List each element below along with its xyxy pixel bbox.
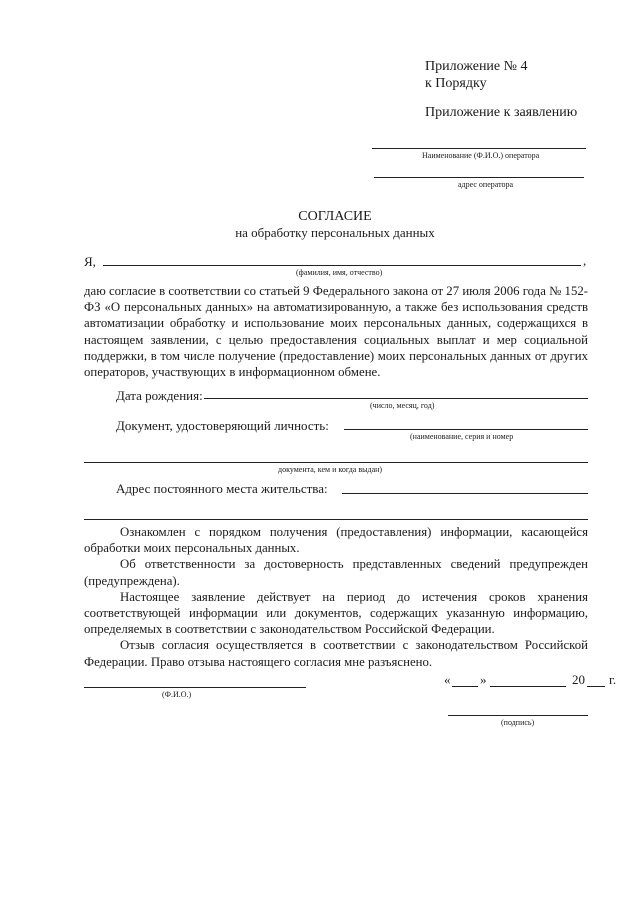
operator-name-caption: Наименование (Ф.И.О.) оператора [422,151,540,160]
consent-text: даю согласие в соответствии со статьей 9 Федерального закона от 27 июля 2006 года № 152-ФЗ «О персональных данных» на автоматизированную, а также без использования средств автоматизации обработку и использование моих персональных данных, содержащихся в настоящем заявлении, с целью предоставления социальных выплат и мер социальной поддержки, в том числе получение (предоставление) моих персональных данных от других операторов, участвующих в информационном обмене. [84,284,588,380]
statement-responsibility: Об ответственности за достоверность представленных сведений предупрежден (предупреждена). [84,557,588,588]
date-year-prefix: 20 [572,672,585,687]
birth-date-line[interactable] [204,398,588,399]
applicant-name-caption: (фамилия, имя, отчество) [296,268,383,277]
statements-block [84,524,588,670]
document-title: СОГЛАСИЕ [298,209,372,224]
signature-caption: (подпись) [501,718,535,727]
address-label: Адрес постоянного места жительства: [116,481,328,496]
date-day-line[interactable] [452,686,478,687]
date-close-quote: » [480,672,487,687]
date-year-line[interactable] [587,686,605,687]
applicant-name-line[interactable] [103,265,581,266]
id-document-label: Документ, удостоверяющий личность: [116,418,329,433]
birth-date-label: Дата рождения: [116,388,203,403]
date-month-line[interactable] [490,686,566,687]
statement-revocation: Отзыв согласия осуществляется в соответствии с законодательством Российской Федерации. Право отзыва настоящего согласия мне разъяснено. [84,638,588,669]
address-line[interactable] [342,493,588,494]
operator-address-line[interactable] [374,177,584,178]
consent-paragraph [84,283,588,380]
id-document-line[interactable] [344,429,588,430]
appendix-number: Приложение № 4 [425,59,528,74]
operator-address-caption: адрес оператора [458,180,514,189]
id-document-line-2[interactable] [84,462,588,463]
fio-caption: (Ф.И.О.) [162,690,192,699]
id-document-caption-2: документа, кем и когда выдан) [278,465,383,474]
statement-validity: Настоящее заявление действует на период до истечения сроков хранения соответствующей информации или документов, содержащих указанную информацию, определяемых в соответствии с законодательством Российской Федерации. [84,589,588,637]
birth-date-caption: (число, месяц, год) [370,401,435,410]
document-subtitle: на обработку персональных данных [235,225,435,240]
address-line-2[interactable] [84,519,588,520]
applicant-suffix: , [583,253,587,268]
applicant-prefix: Я, [84,254,96,269]
date-year-suffix: г. [609,672,617,687]
id-document-caption: (наименование, серия и номер [410,432,514,441]
date-open-quote: « [444,672,451,687]
appendix-order: к Порядку [425,76,487,91]
operator-name-line[interactable] [372,148,586,149]
statement-acquainted: Ознакомлен с порядком получения (предоставления) информации, касающейся обработки моих персональных данных. [84,525,588,556]
appendix-to-application: Приложение к заявлению [425,105,578,120]
signature-line[interactable] [448,715,588,716]
fio-line[interactable] [84,687,306,688]
